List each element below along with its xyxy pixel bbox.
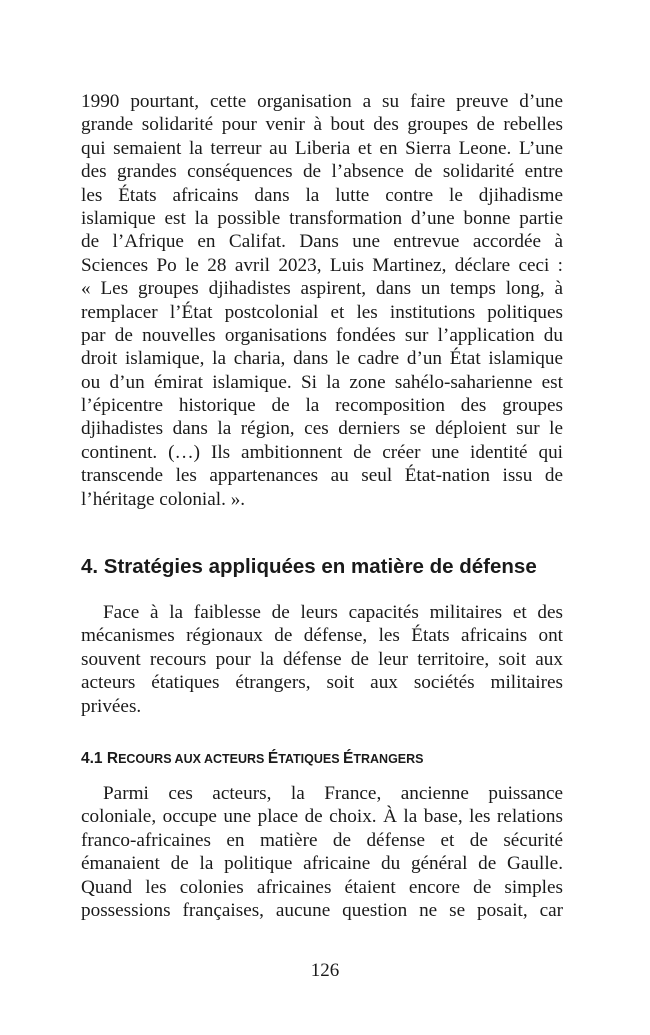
text-line: transcende les appartenances au seul État-nation issu de	[81, 465, 563, 487]
paragraph-france	[81, 782, 563, 922]
text-line: Parmi ces acteurs, la France, ancienne puissance	[103, 783, 563, 804]
text-line: l’épicentre historique de la recomposition des groupes	[81, 395, 563, 417]
text-line: ou d’un émirat islamique. Si la zone sahélo-saharienne est	[81, 371, 563, 393]
text-line: mécanismes régionaux de défense, les États africains ont	[81, 625, 563, 647]
text-line: droit islamique, la charia, dans le cadre d’un État islamique	[81, 348, 563, 370]
section-heading: 4. Stratégies appliquées en matière de défense	[81, 555, 537, 578]
paragraph-libreria-quote	[81, 90, 563, 511]
subsection-number: 4.1	[81, 750, 107, 767]
text-line: coloniale, occupe une place de choix. À la base, les relations	[81, 806, 563, 828]
text-line: continent. (…) Ils ambitionnent de créer une identité qui	[81, 441, 563, 463]
text-line: les États africains dans la lutte contre le djihadisme	[81, 184, 563, 206]
text-line: franco-africaines en matière de défense et de sécurité	[81, 829, 563, 851]
text-line: par de nouvelles organisations fondées sur l’application du	[81, 324, 563, 346]
subsection-title-part: TATIQUES	[278, 752, 344, 766]
text-line: Sciences Po le 28 avril 2023, Luis Martinez, déclare ceci :	[81, 254, 563, 276]
text-line: djihadistes dans la région, ces derniers se déploient sur le	[81, 418, 563, 440]
text-line: qui semaient la terreur au Liberia et en Sierra Leone. L’une	[81, 137, 563, 159]
text-line: de l’Afrique en Califat. Dans une entrevue accordée à	[81, 231, 563, 253]
subsection-title-part: É	[343, 750, 354, 767]
subsection-title-part: É	[267, 750, 279, 767]
text-line: islamique est la possible transformation d’une bonne partie	[81, 207, 563, 229]
subsection-heading	[81, 750, 424, 768]
text-line: privées.	[81, 695, 142, 717]
text-line: possessions françaises, aucune question ne se posait, car	[81, 899, 563, 921]
text-line: remplacer l’État postcolonial et les institutions politiques	[81, 301, 563, 323]
text-line: 1990 pourtant, cette organisation a su faire preuve d’une	[81, 91, 563, 112]
text-line: émanaient de la politique africaine du général de Gaulle.	[81, 853, 563, 875]
text-line: « Les groupes djihadistes aspirent, dans un temps long, à	[81, 278, 563, 300]
text-line: des grandes conséquences de l’absence de solidarité entre	[81, 161, 563, 183]
text-line: grande solidarité pour venir à bout des groupes de rebelles	[81, 114, 563, 136]
subsection-title-part: TRANGERS	[353, 752, 424, 766]
text-line: l’héritage colonial. ».	[81, 488, 246, 510]
text-line: acteurs étatiques étrangers, soit aux sociétés militaires	[81, 672, 563, 694]
text-line: Face à la faiblesse de leurs capacités militaires et des	[103, 602, 563, 623]
page-number: 126	[310, 960, 340, 981]
paragraph-defense-intro	[81, 601, 563, 718]
text-line: souvent recours pour la défense de leur territoire, soit aux	[81, 648, 563, 670]
subsection-title-part: R	[106, 750, 119, 767]
subsection-title-part: ECOURS AUX ACTEURS	[118, 752, 268, 766]
text-line: Quand les colonies africaines étaient encore de simples	[81, 876, 563, 898]
